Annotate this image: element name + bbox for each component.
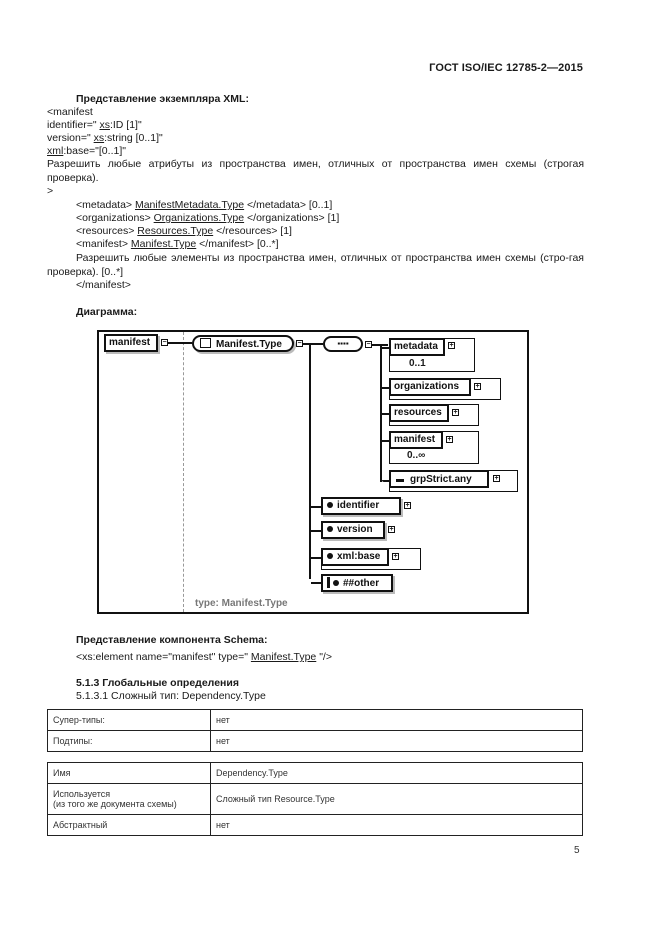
cell-value: нет [211, 710, 583, 731]
text: <resources> [76, 225, 138, 237]
expand-icon[interactable]: + [494, 475, 499, 482]
text: <metadata> [76, 199, 135, 211]
cell-label: Абстрактный [48, 815, 211, 836]
any-attribute-note: Разрешить любые атрибуты из пространства имен, отличных от пространства имен схемы (строгая проверка). [47, 158, 584, 184]
section-subheading: 5.1.3.1 Сложный тип: Dependency.Type [76, 690, 266, 702]
label: xml:base [337, 551, 381, 562]
label: Manifest.Type [216, 339, 282, 350]
expand-icon[interactable]: + [449, 342, 454, 349]
multiplicity: 0..∞ [407, 450, 426, 461]
xml-end: </manifest> [76, 279, 131, 291]
ns-link[interactable]: xml [47, 145, 64, 157]
attribute-identifier[interactable] [321, 497, 401, 515]
text: </manifest> [0..*] [196, 238, 279, 250]
complex-type-manifest-type[interactable] [192, 335, 294, 352]
label: grpStrict.any [410, 474, 472, 485]
table-row [48, 731, 583, 752]
text: <xs:element name="manifest" type=" [76, 651, 251, 663]
ns-link[interactable]: xs [99, 119, 110, 131]
cell-value: нет [211, 815, 583, 836]
root-element-manifest[interactable] [104, 334, 158, 352]
label: ##other [343, 578, 380, 589]
group-grpstrict-any[interactable] [389, 470, 489, 488]
page-number: 5 [574, 845, 580, 856]
text: </organizations> [1] [244, 212, 340, 224]
text: :base="[0..1]" [63, 145, 126, 157]
attribute-xml-base[interactable] [321, 548, 389, 566]
expand-icon[interactable]: + [393, 553, 398, 560]
connector [311, 530, 321, 532]
supertypes-table [47, 709, 583, 752]
table-row [48, 763, 583, 784]
table-row [48, 815, 583, 836]
element-organizations[interactable] [389, 378, 471, 396]
connector [311, 557, 321, 559]
standard-header: ГОСТ ISO/IEC 12785-2—2015 [429, 62, 583, 74]
label-line: Используется [53, 789, 111, 799]
type-label: type: Manifest.Type [195, 598, 288, 609]
table-row [48, 710, 583, 731]
attribute-icon [327, 502, 333, 508]
xml-close-bracket: > [47, 185, 54, 197]
connector [382, 480, 389, 482]
connector [311, 582, 321, 584]
schema-component-code [76, 651, 332, 665]
label: metadata [394, 341, 438, 352]
text: </resources> [1] [213, 225, 292, 237]
section-heading: 5.1.3 Глобальные определения [76, 677, 239, 689]
label: manifest [394, 434, 436, 445]
label: resources [394, 407, 442, 418]
cell-value: Dependency.Type [211, 763, 583, 784]
any-element-note: Разрешить любые элементы из пространства имен, отличных от пространства имен схемы (стро-гая проверка). [0..*] [47, 252, 584, 278]
text: :string [0..1]" [104, 132, 163, 144]
type-link[interactable]: ManifestMetadata.Type [134, 199, 245, 211]
attribute-version[interactable] [321, 521, 385, 539]
schema-diagram [97, 330, 529, 614]
label: identifier [337, 500, 380, 511]
type-link[interactable]: Organizations.Type [153, 212, 245, 224]
label: organizations [394, 381, 460, 392]
text: identifier=" [47, 119, 100, 131]
collapse-icon[interactable]: − [366, 341, 371, 348]
cell-label [48, 784, 211, 815]
type-icon [200, 338, 211, 348]
text: <manifest> [76, 238, 131, 250]
connector [382, 440, 389, 442]
wildcard-icon [327, 577, 330, 588]
xml-metadata [76, 199, 332, 213]
cell-label: Подтипы: [48, 731, 211, 752]
attr-trunk [309, 343, 311, 579]
collapse-icon[interactable]: − [162, 339, 167, 346]
xml-resources [76, 225, 292, 239]
xml-organizations [76, 212, 339, 226]
text: "/> [316, 651, 332, 663]
text: :ID [1]" [109, 119, 142, 131]
element-resources[interactable] [389, 404, 449, 422]
expand-icon[interactable]: + [453, 409, 458, 416]
cell-label: Супер-типы: [48, 710, 211, 731]
connector [382, 413, 389, 415]
type-link[interactable]: Resources.Type [137, 225, 214, 237]
divider [183, 332, 184, 612]
text: <organizations> [76, 212, 154, 224]
ns-link[interactable]: xs [93, 132, 105, 144]
type-info-table [47, 762, 583, 836]
diagram-heading: Диаграмма: [76, 306, 138, 318]
table-row [48, 784, 583, 815]
expand-icon[interactable]: + [389, 526, 394, 533]
group-icon [396, 473, 404, 482]
expand-icon[interactable]: + [405, 502, 410, 509]
sequence-icon: ▪▪▪▪ [337, 339, 349, 348]
collapse-icon[interactable]: − [297, 340, 302, 347]
label: manifest [109, 337, 151, 348]
expand-icon[interactable]: + [475, 383, 480, 390]
multiplicity: 0..1 [409, 358, 426, 369]
element-metadata[interactable] [389, 338, 445, 356]
label-line: (из того же документа схемы) [53, 799, 177, 809]
cell-value: Сложный тип Resource.Type [211, 784, 583, 815]
attribute-icon [327, 526, 333, 532]
xml-base [47, 145, 126, 159]
attribute-icon [327, 553, 333, 559]
xml-identifier [47, 119, 142, 133]
schema-component-heading: Представление компонента Schema: [76, 634, 268, 646]
connector [382, 387, 389, 389]
attribute-icon [333, 580, 339, 586]
label: version [337, 524, 373, 535]
xml-version [47, 132, 163, 146]
attribute-any-other[interactable] [321, 574, 393, 592]
sequence-compositor[interactable] [323, 336, 363, 352]
cell-value: нет [211, 731, 583, 752]
connector [303, 343, 323, 345]
connector [311, 506, 321, 508]
element-manifest[interactable] [389, 431, 443, 449]
xml-instance-heading: Представление экземпляра XML: [76, 93, 249, 105]
type-link[interactable]: Manifest.Type [130, 238, 197, 250]
cell-label: Имя [48, 763, 211, 784]
text: </metadata> [0..1] [244, 199, 333, 211]
connector [382, 347, 389, 349]
xml-open: <manifest [47, 106, 93, 118]
connector [168, 342, 192, 344]
text: version=" [47, 132, 94, 144]
type-link[interactable]: Manifest.Type [250, 651, 317, 663]
expand-icon[interactable]: + [447, 436, 452, 443]
xml-manifest [76, 238, 279, 252]
